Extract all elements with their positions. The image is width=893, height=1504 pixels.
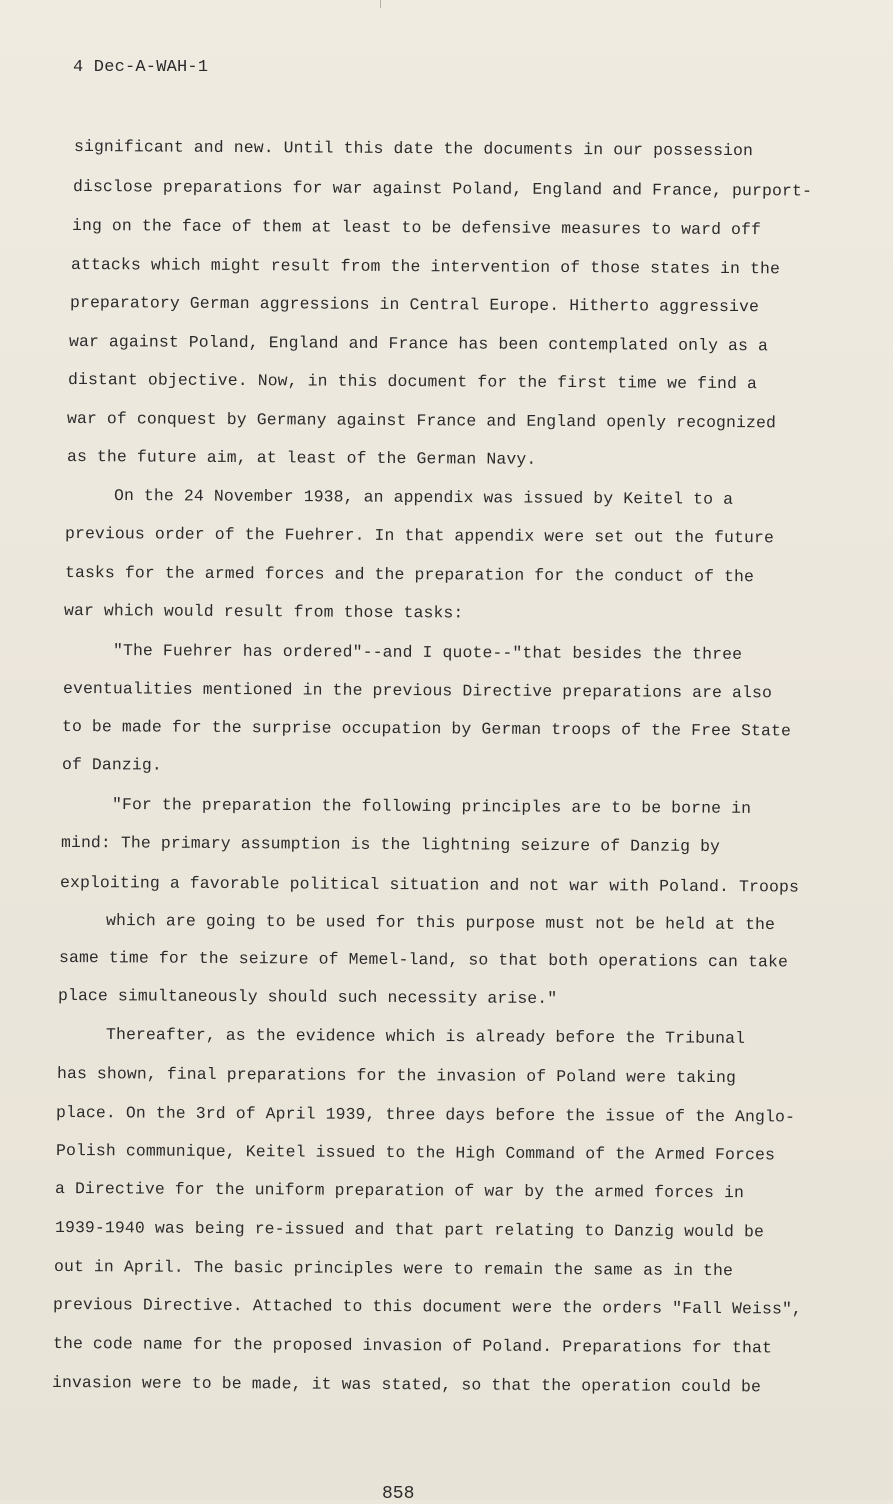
page-number: 858 (382, 1484, 415, 1504)
text-line: to be made for the surprise occupation by German troops of the Free State (61, 717, 792, 741)
text-line: war of conquest by Germany against France and England openly recognized (66, 409, 777, 433)
text-line: On the 24 November 1938, an appendix was issued by Keitel to a (113, 486, 734, 509)
text-line: 1939-1940 was being re-issued and that part relating to Danzig would be (54, 1218, 765, 1242)
text-line: place. On the 3rd of April 1939, three days before the issue of the Anglo- (55, 1103, 796, 1127)
text-line: of Danzig. (61, 755, 162, 775)
text-line: Thereafter, as the evidence which is already before the Tribunal (105, 1025, 746, 1048)
text-line: exploiting a favorable political situation and not war with Poland. Troops (59, 873, 800, 897)
text-line: significant and new. Until this date the documents in our possession (73, 137, 754, 161)
text-line: previous Directive. Attached to this document were the orders "Fall Weiss", (52, 1295, 803, 1319)
text-line: which are going to be used for this purpose must not be held at the (105, 911, 776, 935)
text-line: tasks for the armed forces and the preparation for the conduct of the (64, 563, 755, 587)
text-line: Polish communique, Keitel issued to the High Command of the Armed Forces (55, 1141, 776, 1165)
text-line: place simultaneously should such necessity arise." (57, 986, 558, 1009)
text-line: out in April. The basic principles were to remain the same as in the (53, 1257, 734, 1281)
text-line: a Directive for the uniform preparation of war by the armed forces in (54, 1179, 745, 1203)
text-line: distant objective. Now, in this document for the first time we find a (67, 370, 758, 394)
text-line: invasion were to be made, it was stated, so that the operation could be (51, 1373, 762, 1397)
text-line: war against Poland, England and France has been contemplated only as a (68, 332, 769, 356)
text-line: "The Fuehrer has ordered"--and I quote--"that besides the three (112, 641, 743, 664)
text-line: disclose preparations for war against Poland, England and France, purport- (72, 177, 813, 201)
text-line: the code name for the proposed invasion of Poland. Preparations for that (52, 1334, 773, 1358)
text-line: preparatory German aggressions in Central Europe. Hitherto aggressive (69, 293, 760, 317)
text-line: as the future aim, at least of the German Navy. (66, 447, 537, 469)
document-header: 4 Dec-A-WAH-1 (73, 58, 209, 77)
text-line: "For the preparation the following principles are to be borne in (111, 795, 752, 818)
text-line: has shown, final preparations for the invasion of Poland were taking (56, 1064, 737, 1088)
page-mark (380, 0, 381, 8)
text-line: previous order of the Fuehrer. In that appendix were set out the future (64, 524, 775, 548)
text-line: war which would result from those tasks: (63, 601, 464, 623)
text-line: attacks which might result from the intervention of those states in the (70, 255, 781, 279)
text-line: ing on the face of them at least to be defensive measures to ward off (71, 216, 762, 240)
text-line: eventualities mentioned in the previous Directive preparations are also (62, 679, 773, 703)
text-line: same time for the seizure of Memel-land, so that both operations can take (58, 948, 789, 972)
text-line: mind: The primary assumption is the lightning seizure of Danzig by (60, 833, 721, 857)
